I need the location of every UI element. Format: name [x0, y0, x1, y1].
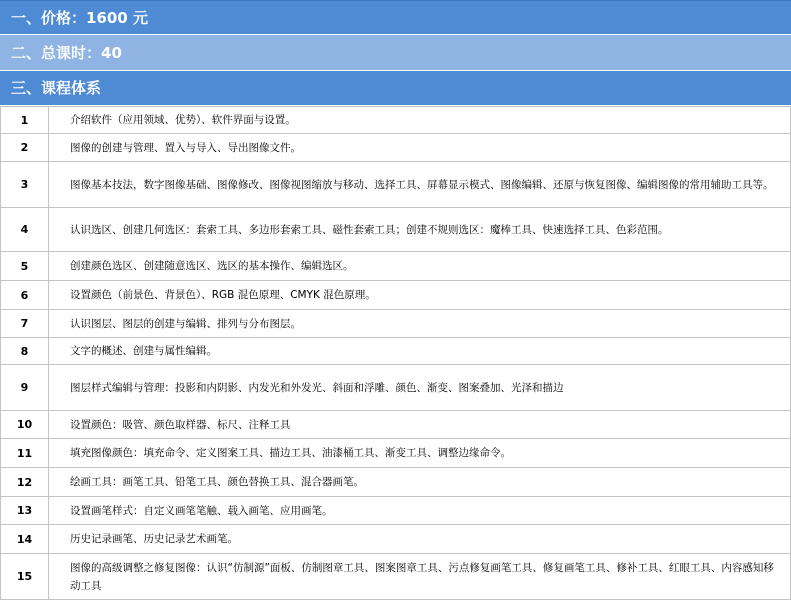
row-number: 11: [1, 439, 49, 468]
row-number: 7: [1, 310, 49, 338]
row-content: 设置颜色：吸管、颜色取样器、标尺、注释工具: [49, 411, 791, 439]
table-row: [1, 411, 791, 439]
row-number: 1: [1, 107, 49, 134]
table-row: [1, 310, 791, 338]
row-number: 14: [1, 525, 49, 554]
table-row: [1, 365, 791, 411]
row-content: 图像的高级调整之修复图像：认识“仿制源”面板、仿制图章工具、图案图章工具、污点修复画笔工具、修复画笔工具、修补工具、红眼工具、内容感知移动工具: [49, 554, 791, 600]
row-content: 介绍软件（应用领域、优势）、软件界面与设置。: [49, 107, 791, 134]
table-row: [1, 439, 791, 468]
row-content: 填充图像颜色：填充命令、定义图案工具、描边工具、油漆桶工具、渐变工具、调整边缘命令。: [49, 439, 791, 468]
table-row: [1, 554, 791, 600]
row-content: 图层样式编辑与管理：投影和内阴影、内发光和外发光、斜面和浮雕、颜色、渐变、图案叠加、光泽和描边: [49, 365, 791, 411]
row-number: 9: [1, 365, 49, 411]
course-table: [0, 106, 791, 600]
row-content: 历史记录画笔、历史记录艺术画笔。: [49, 525, 791, 554]
row-content: 认识选区、创建几何选区：套索工具、多边形套索工具、磁性套索工具；创建不规则选区：魔棒工具、快速选择工具、色彩范围。: [49, 208, 791, 252]
row-content: 图像的创建与管理、置入与导入、导出图像文件。: [49, 134, 791, 162]
section-price: 一、价格：1600 元: [0, 0, 791, 35]
table-row: [1, 497, 791, 525]
table-row: [1, 134, 791, 162]
row-content: 设置颜色（前景色、背景色）、RGB 混色原理、CMYK 混色原理。: [49, 281, 791, 310]
row-number: 8: [1, 338, 49, 365]
table-row: [1, 208, 791, 252]
row-number: 2: [1, 134, 49, 162]
row-number: 13: [1, 497, 49, 525]
section-course-system: 三、课程体系: [0, 71, 791, 106]
row-content: 创建颜色选区、创建随意选区、选区的基本操作、编辑选区。: [49, 252, 791, 281]
row-number: 4: [1, 208, 49, 252]
table-row: [1, 281, 791, 310]
table-row: [1, 252, 791, 281]
table-row: [1, 468, 791, 497]
row-number: 15: [1, 554, 49, 600]
row-content: 认识图层、图层的创建与编辑、排列与分布图层。: [49, 310, 791, 338]
row-number: 5: [1, 252, 49, 281]
row-content: 设置画笔样式：自定义画笔笔触、载入画笔、应用画笔。: [49, 497, 791, 525]
row-number: 10: [1, 411, 49, 439]
table-row: [1, 525, 791, 554]
row-number: 3: [1, 162, 49, 208]
row-content: 绘画工具：画笔工具、铅笔工具、颜色替换工具、混合器画笔。: [49, 468, 791, 497]
row-number: 12: [1, 468, 49, 497]
table-row: [1, 162, 791, 208]
table-row: [1, 338, 791, 365]
row-content: 图像基本技法，数字图像基础、图像修改、图像视图缩放与移动、选择工具、屏幕显示模式、图像编辑、还原与恢复图像、编辑图像的常用辅助工具等。: [49, 162, 791, 208]
section-hours: 二、总课时：40: [0, 35, 791, 71]
row-number: 6: [1, 281, 49, 310]
row-content: 文字的概述、创建与属性编辑。: [49, 338, 791, 365]
table-row: [1, 107, 791, 134]
